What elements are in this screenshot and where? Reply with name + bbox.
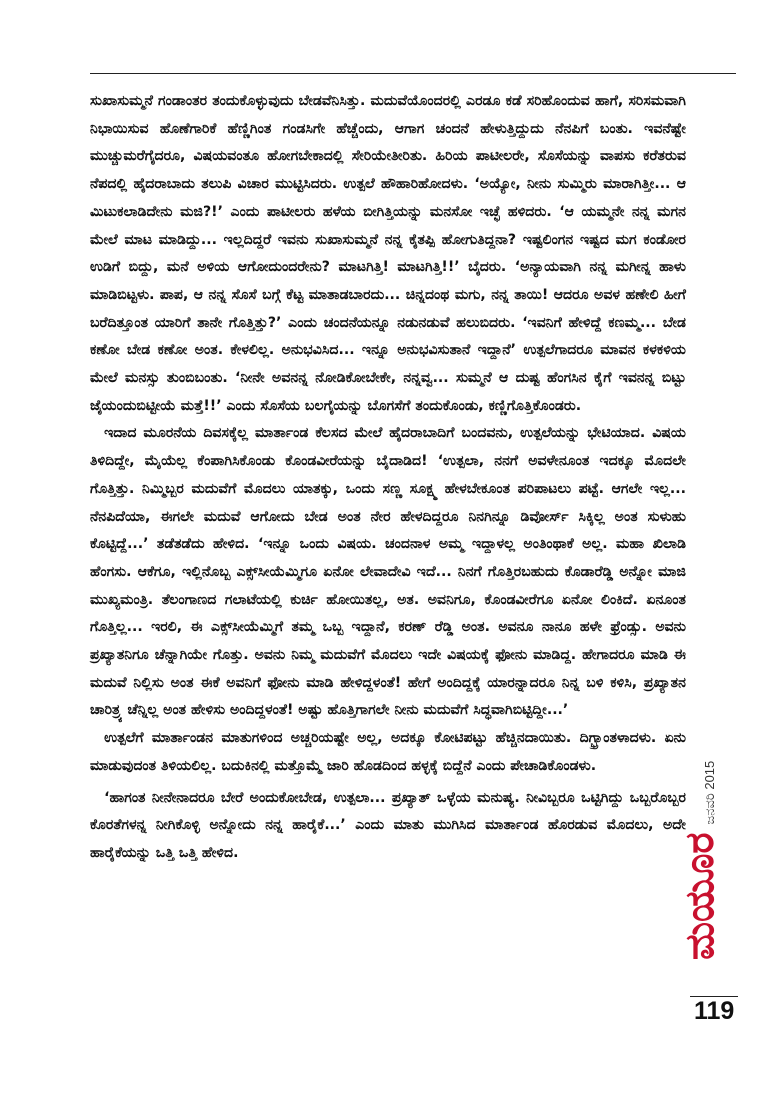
issue-date: ಜನವರಿ 2015	[702, 760, 717, 825]
paragraph-3: ಉತ್ಪಲೆಗೆ ಮಾರ್ತಾಂಡನ ಮಾತುಗಳಿಂದ ಅಚ್ಚರಿಯಷ್ಟೇ ಅಲ್ಲ, ಅದಕ್ಕೂ ಕೋಟಿಪಟ್ಟು ಹೆಚ್ಚಿನದಾಯಿತು. ದಿಗ್ಭ್ರಾಂತಳಾದಳು. ಏನು ಮಾಡುವುದಂತ ತಿಳಿಯಲಿಲ್ಲ. ಬದುಕಿನಲ್ಲಿ ಮತ್ತೊಮ್ಮೆ ಜಾರಿ ಹೊಡದಿಂದ ಹಳ್ಳಕ್ಕೆ ಬಿದ್ದೆನೆ ಎಂದು ಪೇಚಾಡಿಕೊಂಡಳು.	[90, 730, 686, 774]
paragraph-1: ಸುಖಾಸುಮ್ಮನೆ ಗಂಡಾಂತರ ತಂದುಕೊಳ್ಳುವುದು ಬೇಡವೆನಿಸಿತ್ತು. ಮದುವೆಯೊಂದರಲ್ಲಿ ಎರಡೂ ಕಡೆ ಸರಿಹೊಂದುವ ಹಾಗೆ, ಸರಿಸಮವಾಗಿ ನಿಭಾಯಿಸುವ ಹೊಣೆಗಾರಿಕೆ ಹೆಣ್ಣಿಗಿಂತ ಗಂಡಸಿಗೇ ಹೆಚ್ಚೆಂದು, ಆಗಾಗ ಚಂದನೆ ಹೇಳುತ್ತಿದ್ದುದು ನೆನಪಿಗೆ ಬಂತು. ಇವನೆಷ್ಟೇ ಮುಚ್ಚುಮರೆಗೈದರೂ, ವಿಷಯವಂತೂ ಹೋಗಬೇಕಾದಲ್ಲಿ ಸೇರಿಯೇತೀರಿತು. ಹಿರಿಯ ಪಾಟೀಲರೇ, ಸೊಸೆಯನ್ನು ವಾಪಸು ಕರೆತರುವ ನೆಪದಲ್ಲಿ ಹೈದರಾಬಾದು ತಲುಪಿ ವಿಚಾರ ಮುಟ್ಟಿಸಿದರು. ಉತ್ಪಲೆ ಹೌಹಾರಿಹೋದಳು. ‘ಅಯ್ಯೋ, ನೀನು ಸುಮ್ಮಿರು ಮಾರಾಗಿತ್ತೀ... ಆ ಮಿಟುಕಲಾಡಿದೇನು ಮಜಿ?!’ ಎಂದು ಪಾಟೀಲರು ಹಳೆಯ ಬೀಗಿತ್ತಿಯನ್ನು ಮನಸೋ ಇಚ್ಛೆ ಹಳಿದರು. ‘ಆ ಯಮ್ಮನೇ ನನ್ನ ಮಗನ ಮೇಲೆ ಮಾಟ ಮಾಡಿದ್ದು... ಇಲ್ಲದಿದ್ದರೆ ಇವನು ಸುಖಾಸುಮ್ಮನೆ ನನ್ನ ಕೈತಪ್ಪಿ ಹೋಗುತಿದ್ದನಾ? ಇಷ್ಟಲಿಂಗನ ಇಷ್ಟದ ಮಗ ಕಂಡೋರ ಉಡಿಗೆ ಬಿದ್ದು, ಮನೆ ಅಳಿಯ ಆಗೋದುಂದರೇನು? ಮಾಟಗಿತ್ತಿ! ಮಾಟಗಿತ್ತಿ!!’ ಬೈದರು. ‘ಅನ್ಯಾಯವಾಗಿ ನನ್ನ ಮಗೀನ್ನ ಹಾಳು ಮಾಡಿಬಿಟ್ಟಳು. ಪಾಪ, ಆ ನನ್ನ ಸೊಸೆ ಬಗ್ಗೆ ಕೆಟ್ಟ ಮಾತಾಡಬಾರದು... ಚಿನ್ನದಂಥ ಮಗು, ನನ್ನ ತಾಯಿ! ಆದರೂ ಅವಳ ಹಣೇಲಿ ಹೀಗೆ ಬರೆದಿತ್ತೂಂತ ಯಾರಿಗೆ ತಾನೇ ಗೊತ್ತಿತ್ತು?’ ಎಂದು ಚಂದನೆಯನ್ನೂ ನಡುನಡುವೆ ಹಲುಬಿದರು. ‘ಇವನಿಗೆ ಹೇಳಿದ್ದೆ ಕಣಮ್ಮ... ಬೇಡ ಕಣೋ ಬೇಡ ಕಣೋ ಅಂತ. ಕೇಳಲಿಲ್ಲ. ಅನುಭವಿಸಿದ... ಇನ್ನೂ ಅನುಭವಿಸುತಾನೆ ಇದ್ದಾನೆ’ ಉತ್ಪಲೆಗಾದರೂ ಮಾವನ ಕಳಕಳಿಯ ಮೇಲೆ ಮನಸ್ಸು ತುಂಬಿಬಂತು. ‘ನೀನೇ ಅವನನ್ನ ನೋಡಿಕೋಬೇಕೇ, ನನ್ನವ್ವ... ಸುಮ್ಮನೆ ಆ ದುಷ್ಟ ಹೆಂಗಸಿನ ಕೈಗೆ ಇವನನ್ನ ಬಿಟ್ಟು ಜೈಯಂದುಬಿಟ್ಟೀಯೆ ಮತ್ತೆ!!’ ಎಂದು ಸೊಸೆಯ ಬಲಗೈಯನ್ನು ಬೊಗಸೆಗೆ ತಂದುಕೊಂಡು, ಕಣ್ಣಿಗೊತ್ತಿಕೊಂಡರು.	[90, 93, 686, 414]
page-number: 119	[694, 997, 735, 1025]
paragraph-4: ‘ಹಾಗಂತ ನೀನೇನಾದರೂ ಬೇರೆ ಅಂದುಕೋಬೇಡ, ಉತ್ಪಲಾ... ಪ್ರಖ್ಯಾತ್ ಒಳ್ಳೆಯ ಮನುಷ್ಯ. ನೀವಿಬ್ಬರೂ ಒಟ್ಟಿಗಿದ್ದು ಒಬ್ಬರೊಬ್ಬರ ಕೊರತೆಗಳನ್ನ ನೀಗಿಕೊಳ್ಳಿ ಅನ್ನೋದು ನನ್ನ ಹಾರೈಕೆ...’ ಎಂದು ಮಾತು ಮುಗಿಸಿದ ಮಾರ್ತಾಂಡ ಹೊರಡುವ ಮೊದಲು, ಅದೇ ಹಾರೈಕೆಯನ್ನು ಒತ್ತಿ ಒತ್ತಿ ಹೇಳಿದ.	[90, 789, 686, 861]
article-body	[90, 88, 686, 868]
magazine-masthead-vertical	[676, 760, 723, 960]
top-rule	[90, 73, 736, 74]
paragraph-2: ಇದಾದ ಮೂರನೆಯ ದಿವಸಕ್ಕೆಲ್ಲ ಮಾರ್ತಾಂಡ ಕೆಲಸದ ಮೇಲೆ ಹೈದರಾಬಾದಿಗೆ ಬಂದವನು, ಉತ್ಪಲೆಯನ್ನು ಭೇಟಿಯಾದ. ವಿಷಯ ತಿಳಿದಿದ್ದೇ, ಮೈಯೆಲ್ಲ ಕೆಂಪಾಗಿಸಿಕೊಂಡು ಕೊಂಡವೀರೆಯನ್ನು ಬೈದಾಡಿದ! ‘ಉತ್ಪಲಾ, ನನಗೆ ಅವಳೇನೂಂತ ಇದಕ್ಕೂ ಮೊದಲೇ ಗೊತ್ತಿತ್ತು. ನಿಮ್ಮಿಬ್ಬರ ಮದುವೆಗೆ ಮೊದಲು ಯಾತಕ್ಕು, ಒಂದು ಸಣ್ಣ ಸೂಕ್ಷ್ಮ ಹೇಳಬೇಕೂಂತ ಪರಿಪಾಟಲು ಪಟ್ಟೆ. ಆಗಲೇ ಇಲ್ಲ... ನೆನಪಿದೆಯಾ, ಈಗಲೇ ಮದುವೆ ಆಗೋದು ಬೇಡ ಅಂತ ನೇರ ಹೇಳದಿದ್ದರೂ ನಿನಗಿನ್ನೂ ಡಿವೋರ್ಸ್ ಸಿಕ್ಕಿಲ್ಲ ಅಂತ ಸುಳುಹು ಕೊಟ್ಟಿದ್ದೆ...’ ತಡೆತಡೆದು ಹೇಳಿದ. ‘ಇನ್ನೂ ಒಂದು ವಿಷಯ. ಚಂದನಾಳ ಅಮ್ಮ ಇದ್ದಾಳಲ್ಲ ಅಂತಿಂಥಾಕೆ ಅಲ್ಲ. ಮಹಾ ಖಿಲಾಡಿ ಹೆಂಗಸು. ಆಕೆಗೂ, ಇಲ್ಲಿನೊಬ್ಬ ಎಕ್ಸ್‌ಸೀಯೆಮ್ಮಿಗೂ ಏನೋ ಲೇವಾದೇವಿ ಇದೆ... ನಿನಗೆ ಗೊತ್ತಿರಬಹುದು ಕೊಡಾರೆಡ್ಡಿ ಅನ್ನೋ ಮಾಜಿ ಮುಖ್ಯಮಂತ್ರಿ. ತೆಲಂಗಾಣದ ಗಲಾಟೆಯಲ್ಲಿ ಕುರ್ಚಿ ಹೋಯಿತಲ್ಲ, ಅತ. ಅವನಿಗೂ, ಕೊಂಡವೀರೆಗೂ ಏನೋ ಲಿಂಕಿದೆ. ಏನೂಂತ ಗೊತ್ತಿಲ್ಲ... ಇರಲಿ, ಈ ಎಕ್ಸ್‌ಸೀಯೆಮ್ಮಿಗೆ ತಮ್ಮ ಒಬ್ಬ ಇದ್ದಾನೆ, ಕರಣ್ ರೆಡ್ಡಿ ಅಂತ. ಅವನೂ ನಾನೂ ಹಳೇ ಫ್ರೆಂಡ್ಸು. ಅವನು ಪ್ರಖ್ಯಾತನಿಗೂ ಚೆನ್ನಾಗಿಯೇ ಗೊತ್ತು. ಅವನು ನಿಮ್ಮ ಮದುವೆಗೆ ಮೊದಲು ಇದೇ ವಿಷಯಕ್ಕೆ ಫೋನು ಮಾಡಿದ್ದ. ಹೇಗಾದರೂ ಮಾಡಿ ಈ ಮದುವೆ ನಿಲ್ಲಿಸು ಅಂತ ಈಕೆ ಅವನಿಗೆ ಫೋನು ಮಾಡಿ ಹೇಳಿದ್ದಳಂತೆ! ಹೇಗೆ ಅಂದಿದ್ದಕ್ಕೆ ಯಾರನ್ನಾದರೂ ನಿನ್ನ ಬಳಿ ಕಳಿಸಿ, ಪ್ರಖ್ಯಾತನ ಚಾರಿತ್ರ್ಯ ಚೆನ್ನಿಲ್ಲ ಅಂತ ಹೇಳಿಸು ಅಂದಿದ್ದಳಂತೆ! ಅಷ್ಟು ಹೊತ್ತಿಗಾಗಲೇ ನೀನು ಮದುವೆಗೆ ಸಿದ್ಧವಾಗಿಬಿಟ್ಟಿದ್ದೀ...’	[90, 425, 686, 719]
magazine-logo: ಮಯೂರ	[676, 832, 723, 960]
